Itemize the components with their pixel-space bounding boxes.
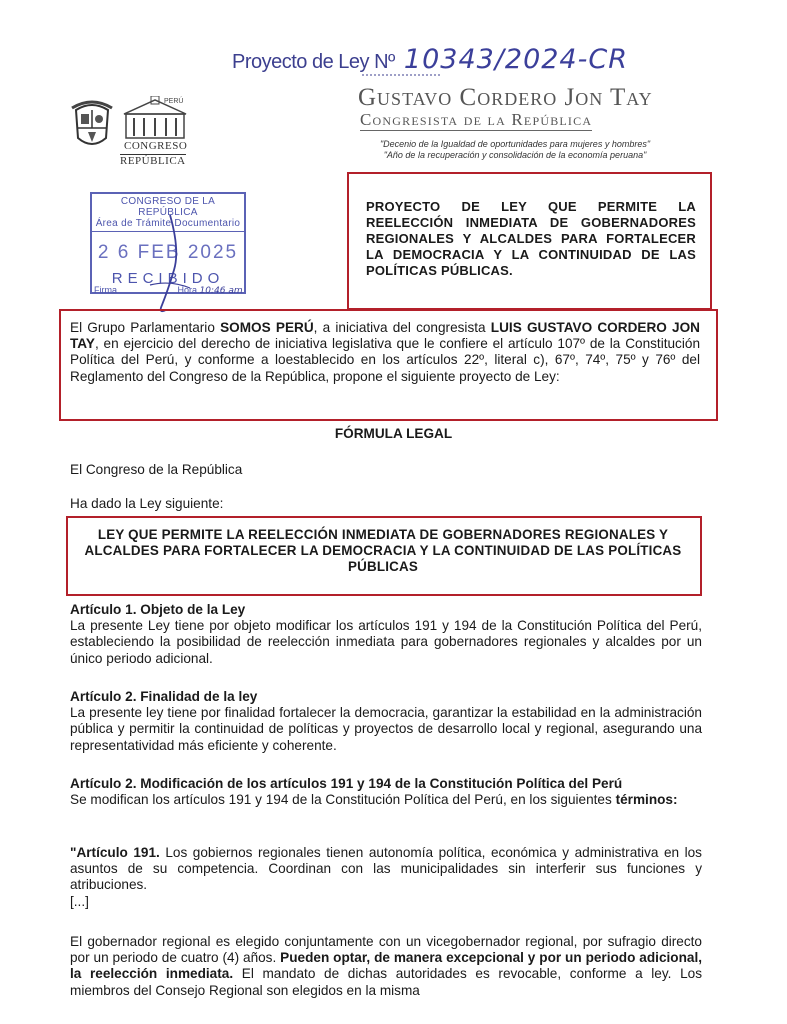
- project-number: [232, 44, 628, 75]
- logo-republica-text: REPÚBLICA: [120, 155, 186, 167]
- article-2-modification-text-2: términos:: [615, 792, 678, 808]
- article-191-body: Los gobiernos regionales tienen autonomía política, económica y administrativa en los asuntos de su competencia. Coordinan con las municipalidades sin interferir sus funciones y atribuciones.: [70, 845, 702, 893]
- article-2-modification: [70, 776, 702, 808]
- dotted-underline: [362, 72, 442, 78]
- article-191-ellipsis: [...]: [70, 893, 89, 909]
- project-number-handwritten: 10343/2024-CR: [403, 44, 628, 75]
- article-2-modification-text: [70, 792, 702, 808]
- stamp-hora-value: 10:46 am: [199, 286, 243, 296]
- article-1: [70, 602, 702, 667]
- ha-dado-line: Ha dado la Ley siguiente:: [70, 496, 224, 511]
- logo-congreso-text: CONGRESO: [124, 140, 188, 152]
- article-2: [70, 689, 702, 754]
- article-2-text: La presente ley tiene por finalidad fortalecer la democracia, garantizar la estabilidad en la administración pública y permitir la continuidad de políticas y proyectos de desarrollo local y regional, asegurando una representatividad más eficiente y coherente.: [70, 705, 702, 753]
- project-number-label: Proyecto de Ley Nº: [232, 51, 395, 73]
- intro-paragraph: [70, 320, 700, 385]
- intro-text-1: El Grupo Parlamentario: [70, 320, 221, 335]
- stamp-hora: Hora: [177, 285, 198, 295]
- article-191-heading: "Artículo 191.: [70, 845, 160, 860]
- formula-legal-heading: FÓRMULA LEGAL: [334, 426, 453, 441]
- article-2-heading: Artículo 2. Finalidad de la ley: [70, 689, 258, 704]
- congressman-title: Congresista de la República: [360, 110, 593, 129]
- congressman-name: Gustavo Cordero Jon Tay: [358, 84, 653, 111]
- article-1-heading: Artículo 1. Objeto de la Ley: [70, 602, 246, 617]
- peru-coat-of-arms-logo: [70, 98, 114, 163]
- stamp-date: 2 6 FEB 2025: [97, 242, 239, 263]
- intro-party: SOMOS PERÚ: [220, 320, 314, 335]
- intro-text-2: , a iniciativa del congresista: [313, 320, 491, 335]
- stamp-line2: Área de Trámite Documentario: [92, 218, 244, 232]
- gobernador-text-1: El gobernador regional es elegido conjuntamente con un vicegobernador regional, por sufragio directo por un periodo de cuatro (4) años.: [70, 934, 702, 966]
- stamp-line1: CONGRESO DE LA REPÚBLICA: [120, 196, 216, 218]
- congreso-line: El Congreso de la República: [70, 462, 243, 477]
- article-191-text: [70, 845, 702, 894]
- article-1-text: La presente Ley tiene por objeto modificar los artículos 191 y 194 de la Constitución Política del Perú, estableciendo la posibilidad de reelección inmediata para gobernadores regionales y alcaldes por un único periodo adicional.: [70, 618, 702, 666]
- gobernador-paragraph: [70, 934, 702, 999]
- logo-peru-text: PERÚ: [164, 98, 184, 105]
- gobernador-bold: Pueden optar, de manera excepcional y por un periodo adicional, la reelección inmediata.: [70, 950, 702, 982]
- stamp-recibido: RECIBIDO: [111, 270, 225, 287]
- congreso-republica-logo: [120, 96, 190, 167]
- article-2-modification-heading: Artículo 2. Modificación de los artículos 191 y 194 de la Constitución Política del Perú: [70, 776, 623, 791]
- stamp-firma: Firma: [94, 285, 117, 295]
- decenio-line: "Decenio de la Igualdad de oportunidades para mujeres y hombres": [379, 139, 651, 149]
- intro-text-3: , en ejercicio del derecho de iniciativa legislativa que le confiere el artículo 107º de la Constitución Política del Perú, y conforme a loestablecido en los artículos 22º, literal c), 67º, 74º, 75º y 76º del Reglamento del Congreso de la República, propone el siguiente proyecto de Ley:: [70, 336, 700, 384]
- bill-title: PROYECTO DE LEY QUE PERMITE LA REELECCIÓN INMEDIATA DE GOBERNADORES REGIONALES Y ALCALDES PARA FORTALECER LA DEMOCRACIA Y LA CONTINUIDAD DE LAS POLÍTICAS PÚBLICAS.: [366, 199, 696, 278]
- anio-line: "Año de la recuperación y consolidación de la economía peruana": [383, 150, 647, 160]
- gobernador-text-2: El mandato de dichas autoridades es revocable, conforme a ley. Los miembros del Consejo Regional son elegidos en la misma: [70, 966, 702, 998]
- law-title: LEY QUE PERMITE LA REELECCIÓN INMEDIATA DE GOBERNADORES REGIONALES Y ALCALDES PARA FORTALECER LA DEMOCRACIA Y LA CONTINUIDAD DE LAS POLÍTICAS PÚBLICAS: [84, 527, 682, 574]
- intro-congressman: LUIS GUSTAVO CORDERO JON TAY: [70, 320, 700, 352]
- article-2-modification-text-1: Se modifican los artículos 191 y 194 de la Constitución Política del Perú, en los siguientes: [70, 792, 616, 808]
- article-191: [70, 845, 702, 910]
- signature-scribble: [140, 210, 200, 320]
- decenio-text: [370, 139, 660, 161]
